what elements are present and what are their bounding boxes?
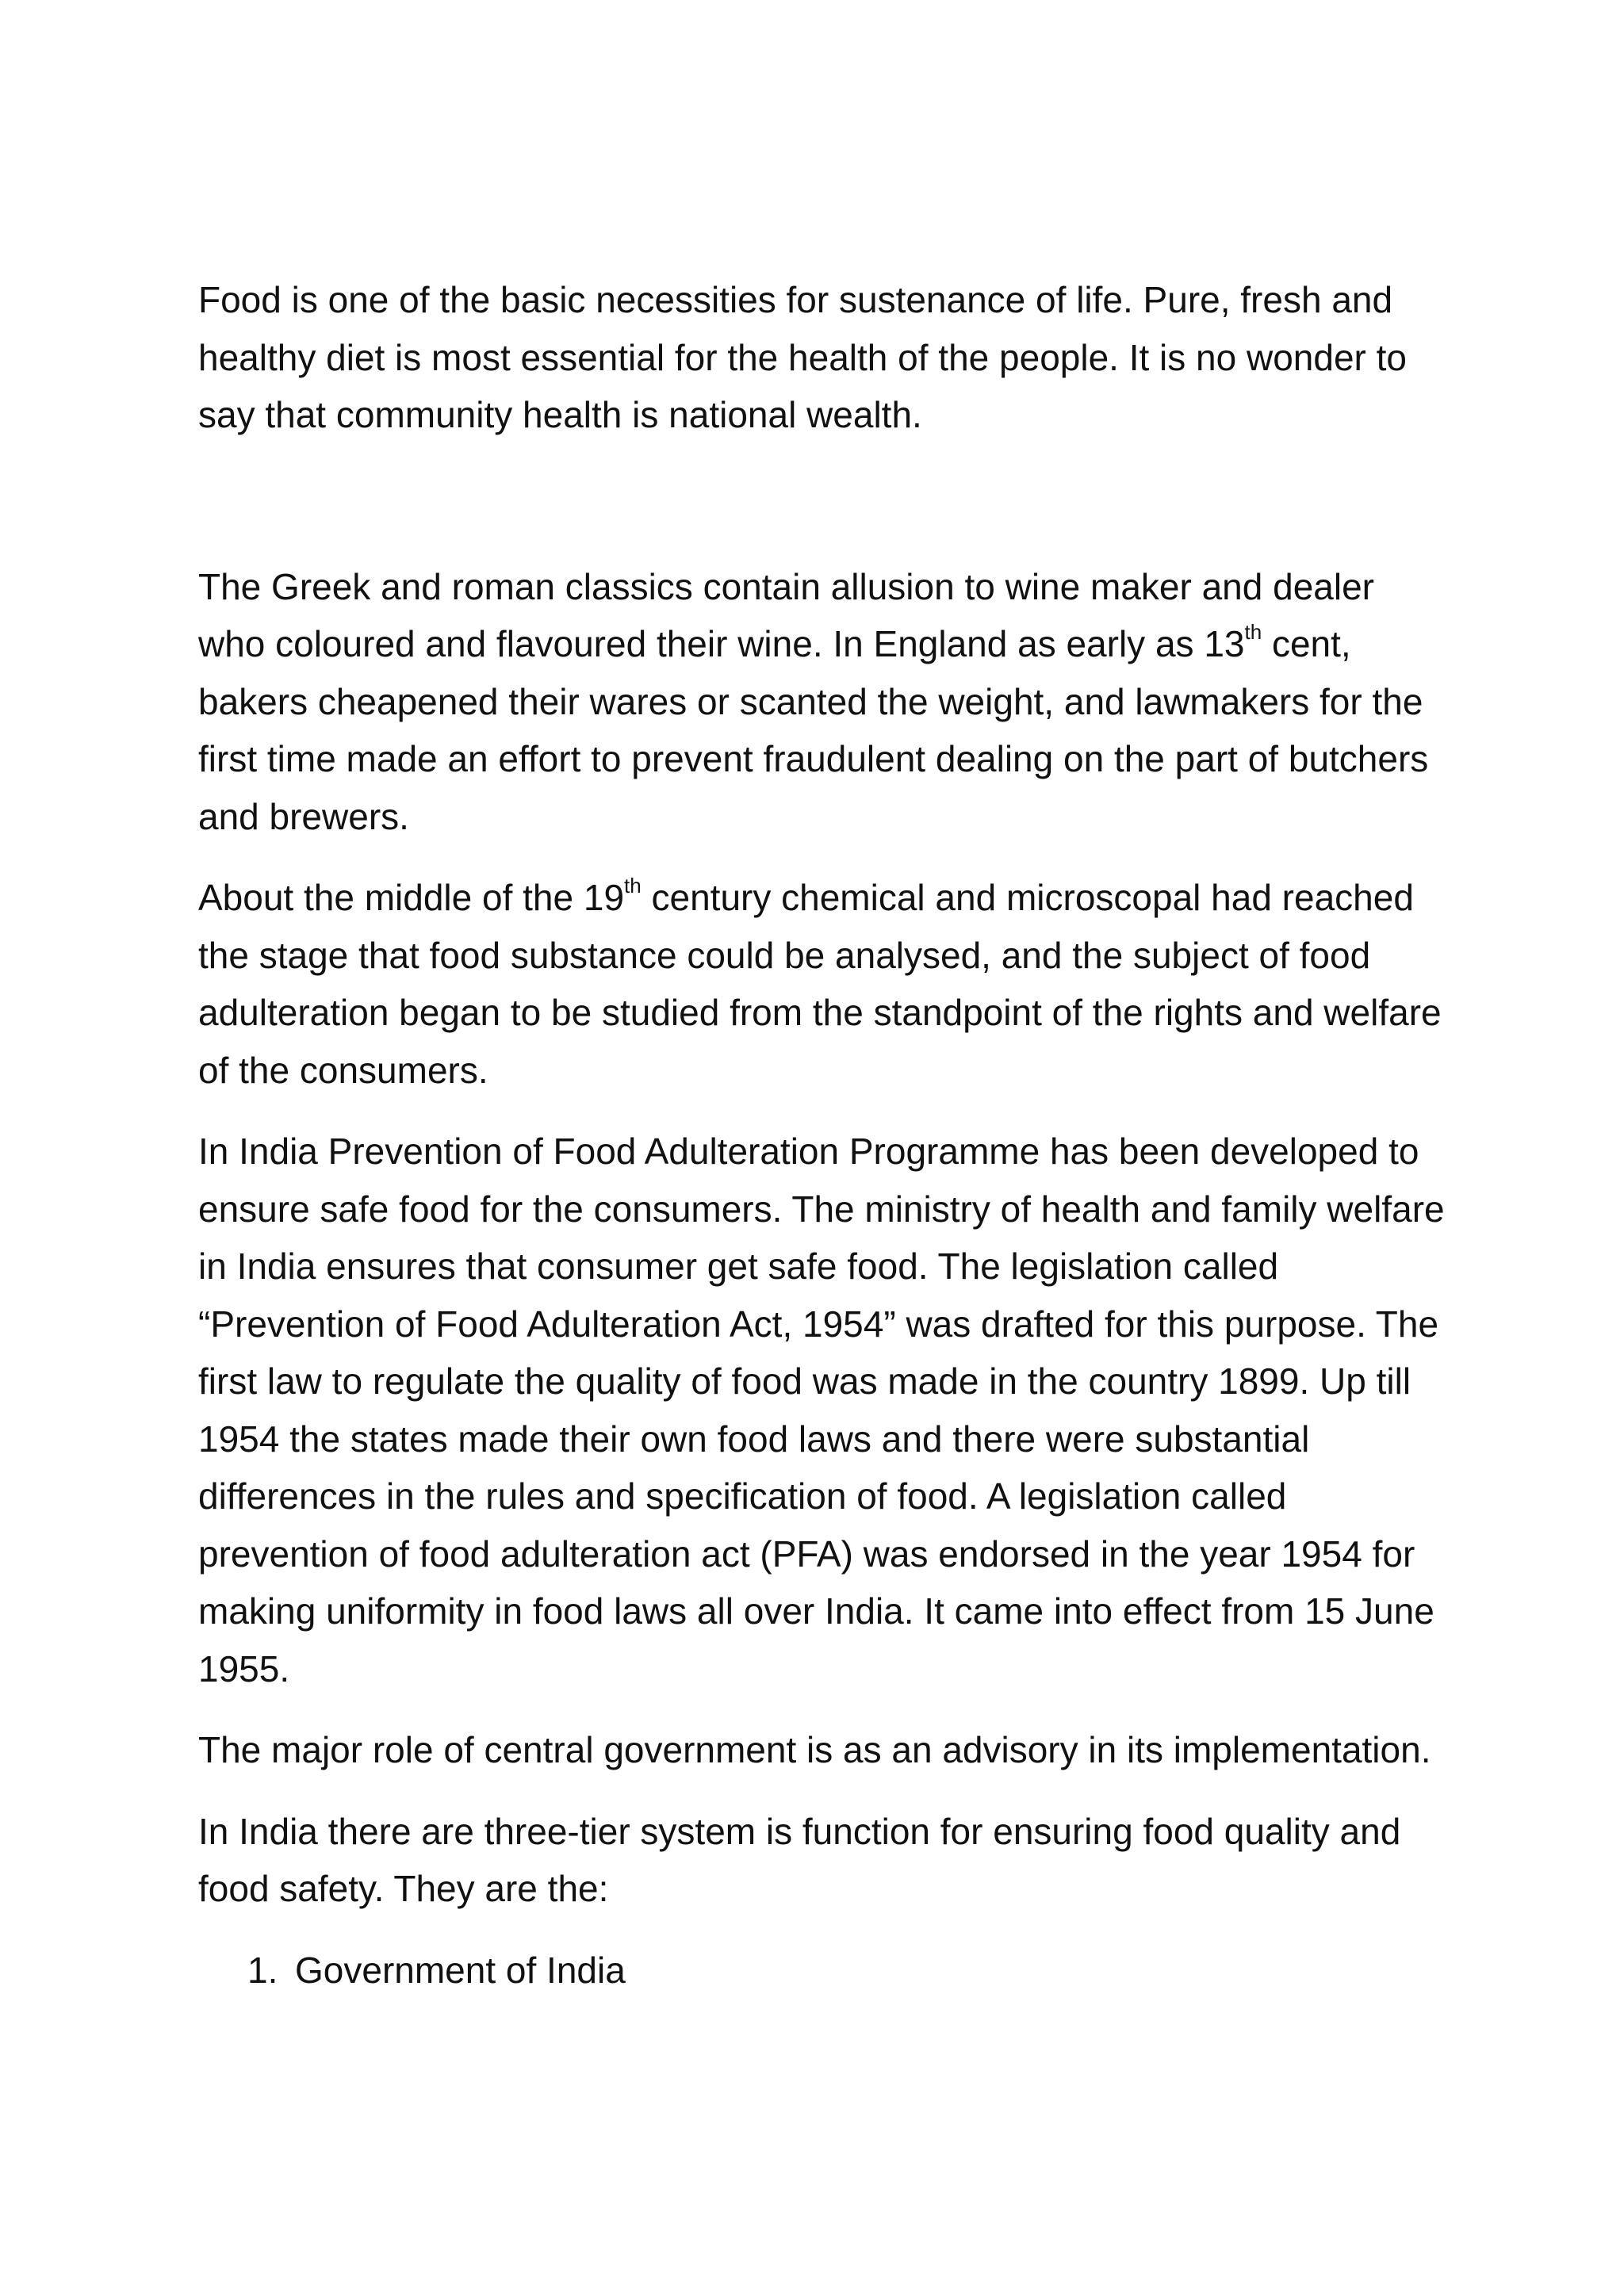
paragraph-history-england [198, 558, 1451, 846]
paragraph-intro [198, 271, 1451, 444]
paragraph-history-england-text-2: cent, bakers cheapened their wares or scanted the weight, and lawmakers for the first time made an effort to prevent fraudulent dealing on the part of butchers and brewers. [198, 623, 1429, 837]
paragraph-pfa-act-text: In India Prevention of Food Adulteration Programme has been developed to ensure safe food for the consumers. The ministry of health and family welfare in India ensures that consumer get safe food. The legislation called “Prevention of Food Adulteration Act, 1954” was drafted for this purpose. The first law to regulate the quality of food was made in the country 1899. Up till 1954 the states made their own food laws and there were substantial differences in the rules and specification of food. A legislation called prevention of food adulteration act (PFA) was endorsed in the year 1954 for making uniformity in food laws all over India. It came into effect from 15 June 1955. [198, 1131, 1445, 1689]
paragraph-central-government-text: The major role of central government is as an advisory in its implementation. [198, 1729, 1431, 1770]
list-item [198, 1942, 1451, 1999]
paragraph-three-tier-text: In India there are three-tier system is function for ensuring food quality and food safety. They are the: [198, 1810, 1401, 1909]
ordinal-superscript: th [1244, 619, 1262, 644]
paragraph-19th-century-text-2: century chemical and microscopal had reached the stage that food substance could be analysed, and the subject of food adulteration began to be studied from the standpoint of the rights and welfare of the consumers. [198, 877, 1442, 1091]
paragraph-pfa-act [198, 1123, 1451, 1697]
paragraph-history-england-text-1: The Greek and roman classics contain allusion to wine maker and dealer who coloured and flavoured their wine. In England as early as 13 [198, 565, 1374, 664]
list-item-number: 1. [247, 1949, 278, 1991]
paragraph-central-government [198, 1721, 1451, 1779]
ordinal-superscript: th [624, 873, 642, 897]
paragraph-19th-century-text-1: About the middle of the 19 [198, 877, 625, 918]
paragraph-intro-text: Food is one of the basic necessities for sustenance of life. Pure, fresh and healthy diet is most essential for the health of the people. It is no wonder to say that community health is national wealth. [198, 279, 1408, 435]
paragraph-three-tier [198, 1803, 1451, 1918]
paragraph-19th-century [198, 869, 1451, 1099]
tier-list [198, 1942, 1451, 1999]
document-body [198, 271, 1451, 1999]
list-item-text: Government of India [295, 1949, 626, 1991]
